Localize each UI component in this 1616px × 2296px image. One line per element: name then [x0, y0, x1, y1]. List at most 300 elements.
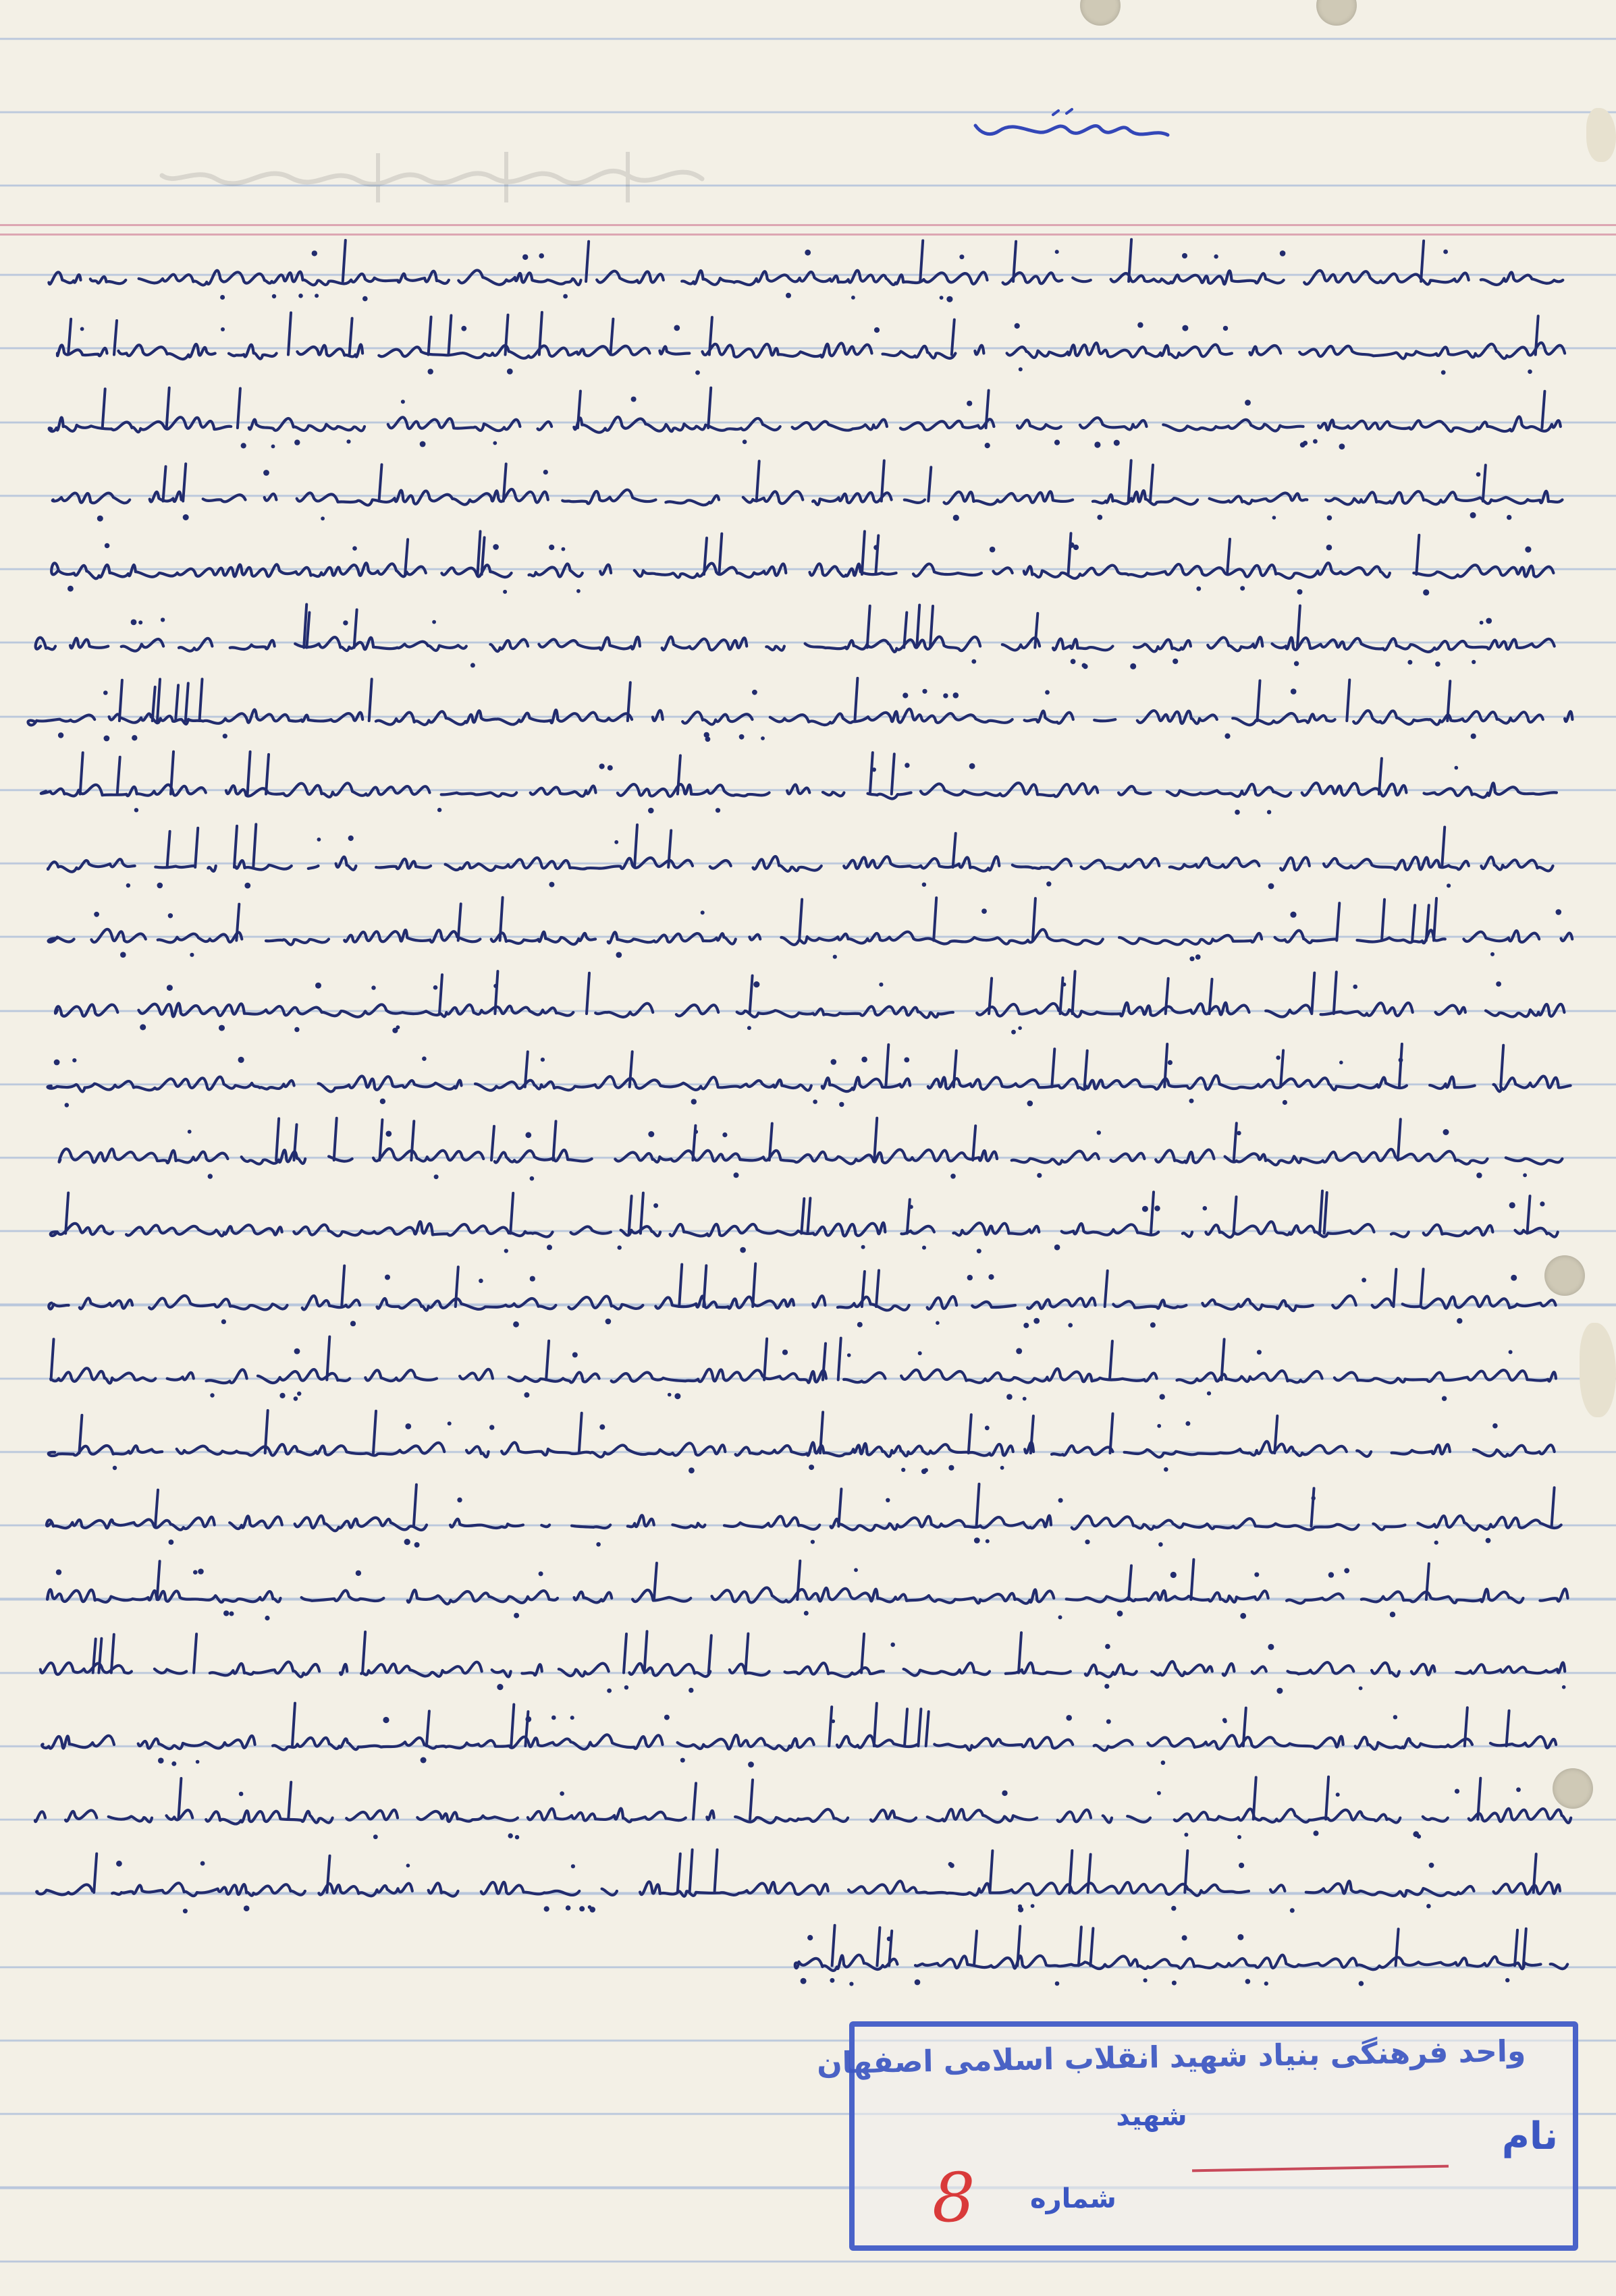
ink-stroke — [1069, 1851, 1072, 1892]
ink-dot — [1157, 1791, 1161, 1795]
ink-dot — [813, 1099, 817, 1104]
ink-dot — [1472, 660, 1476, 664]
ink-dot — [1006, 1394, 1013, 1400]
ink-dot — [1085, 1539, 1089, 1544]
handwritten-line — [51, 1368, 1556, 1383]
handwritten-line — [41, 783, 1557, 798]
ink-stroke — [429, 317, 431, 355]
ink-dot — [132, 735, 137, 740]
ink-dot — [1106, 1719, 1111, 1724]
ink-stroke — [1416, 535, 1419, 574]
ink-dot — [346, 439, 350, 443]
ink-dot — [921, 1469, 927, 1474]
ink-dot — [420, 441, 426, 447]
ink-dot — [356, 1570, 361, 1576]
ink-stroke — [1421, 1269, 1424, 1307]
ink-dot — [740, 1247, 746, 1253]
ink-stroke — [918, 1709, 921, 1746]
ink-stroke — [832, 1925, 835, 1966]
ink-stroke — [1052, 1049, 1054, 1087]
ink-dot — [847, 1353, 851, 1357]
ink-dot — [1082, 663, 1087, 668]
ink-dot — [196, 1760, 200, 1764]
ink-stroke — [334, 1118, 337, 1160]
ink-dot — [701, 910, 705, 914]
ink-stroke — [764, 1339, 767, 1380]
ink-dot — [401, 400, 405, 404]
ink-stroke — [708, 388, 711, 428]
ink-dot — [421, 1757, 427, 1764]
ink-dot — [208, 1174, 213, 1178]
ink-stroke — [745, 1634, 748, 1673]
ink-stroke — [200, 679, 203, 721]
ink-dot — [1442, 1396, 1447, 1401]
handwritten-line — [48, 856, 1553, 872]
ink-stroke — [973, 1126, 975, 1160]
ink-stroke — [119, 680, 122, 721]
ink-dot — [905, 763, 909, 767]
handwritten-line — [48, 1076, 1571, 1092]
ink-stroke — [693, 1126, 695, 1160]
ink-dot — [383, 1717, 389, 1723]
ink-stroke — [862, 1272, 865, 1307]
ink-dot — [241, 443, 246, 448]
ink-dot — [1018, 1027, 1022, 1031]
ink-dot — [1267, 810, 1271, 814]
ink-stroke — [178, 1778, 181, 1820]
ink-stroke — [1079, 1927, 1081, 1965]
ink-dot — [1054, 1245, 1060, 1251]
ink-dot — [571, 1864, 575, 1868]
ink-stroke — [1090, 1928, 1093, 1965]
ink-dot — [513, 1321, 519, 1328]
ink-dot — [406, 1863, 410, 1867]
ink-dot — [1016, 1348, 1022, 1354]
ink-dot — [990, 547, 996, 553]
ink-dot — [940, 296, 944, 300]
ink-dot — [674, 325, 680, 331]
stamp-subtitle: شهید — [1116, 2101, 1187, 2132]
ink-dot — [753, 981, 759, 987]
ink-dot — [1196, 586, 1201, 591]
ink-stroke — [1542, 391, 1544, 428]
ink-dot — [1224, 734, 1230, 739]
ink-dot — [167, 985, 173, 991]
ink-stroke — [236, 904, 239, 941]
ink-stroke — [411, 1121, 414, 1160]
ink-dot — [722, 1132, 727, 1137]
ink-stroke — [458, 904, 461, 940]
ink-dot — [404, 1539, 410, 1545]
ink-dot — [761, 736, 765, 740]
ink-dot — [1471, 734, 1476, 739]
ink-dot — [922, 883, 926, 887]
ink-dot — [1393, 1715, 1397, 1719]
ink-dot — [524, 1392, 529, 1398]
ink-stroke — [954, 1051, 957, 1087]
ink-stroke — [753, 1263, 755, 1307]
ink-dot — [804, 1611, 809, 1616]
ink-dot — [504, 1249, 508, 1253]
ink-dot — [238, 1057, 244, 1063]
ink-dot — [352, 546, 357, 551]
ink-dot — [161, 618, 165, 622]
ink-stroke — [610, 319, 613, 355]
ink-dot — [616, 952, 622, 958]
ink-dot — [1509, 1350, 1513, 1354]
ink-dot — [1143, 1978, 1148, 1982]
ink-stroke — [952, 320, 954, 355]
ink-stroke — [1150, 465, 1153, 501]
ink-stroke — [405, 539, 408, 574]
ink-dot — [1294, 661, 1299, 666]
ink-dot — [1457, 1318, 1462, 1323]
ink-stroke — [343, 240, 346, 281]
ink-stroke — [928, 467, 931, 501]
ink-dot — [221, 327, 225, 331]
ink-dot — [833, 955, 837, 959]
ink-dot — [1426, 1904, 1431, 1909]
ink-dot — [971, 659, 976, 664]
ink-dot — [1476, 1172, 1482, 1178]
ink-dot — [448, 1421, 452, 1425]
ink-dot — [922, 689, 927, 694]
ink-dot — [279, 1393, 285, 1398]
ink-dot — [244, 1905, 250, 1911]
ink-stroke — [1483, 465, 1486, 501]
ink-dot — [1254, 1573, 1259, 1577]
ink-dot — [113, 1466, 117, 1470]
ink-dot — [1161, 1761, 1166, 1766]
ink-stroke — [194, 1634, 196, 1672]
ink-stroke — [153, 687, 155, 721]
ink-dot — [1031, 1904, 1035, 1908]
ink-dot — [134, 808, 138, 812]
handwritten-line — [49, 929, 1573, 945]
ink-dot — [1015, 323, 1020, 329]
ink-stroke — [1129, 1566, 1131, 1600]
ink-dot — [312, 250, 317, 256]
ink-dot — [1239, 1863, 1244, 1868]
ink-stroke — [1528, 1196, 1530, 1233]
ink-stroke — [1324, 1193, 1327, 1234]
ink-dot — [1314, 1830, 1319, 1836]
ink-dot — [461, 326, 466, 331]
ink-dot — [405, 1423, 411, 1429]
ink-dot — [1272, 516, 1276, 520]
ink-stroke — [1552, 1487, 1555, 1526]
ink-dot — [541, 1058, 545, 1062]
ink-stroke — [1129, 460, 1131, 501]
ink-dot — [230, 1612, 234, 1616]
ink-dot — [348, 836, 354, 841]
handwritten-line — [28, 709, 1573, 726]
ink-stroke — [253, 824, 256, 867]
handwritten-line — [59, 1149, 1563, 1165]
ink-dot — [428, 368, 433, 374]
ink-dot — [508, 1833, 513, 1838]
ink-dot — [432, 620, 436, 624]
ink-stroke — [635, 825, 637, 867]
ink-stroke — [1151, 1192, 1154, 1233]
ink-dot — [605, 1319, 612, 1325]
ink-stroke — [369, 679, 372, 721]
ink-dot — [986, 1539, 990, 1543]
ink-dot — [1240, 586, 1245, 591]
ink-stroke — [905, 1709, 907, 1746]
ink-stroke — [578, 391, 581, 429]
ink-dot — [1058, 1615, 1062, 1619]
ink-dot — [1556, 909, 1562, 915]
ink-dot — [547, 1245, 552, 1250]
ink-dot — [1407, 660, 1412, 665]
handwritten-line — [41, 1662, 1565, 1677]
ink-dot — [343, 620, 348, 625]
ink-stroke — [1258, 681, 1260, 721]
ink-dot — [1328, 1572, 1334, 1577]
ink-dot — [1237, 1131, 1241, 1136]
ink-dot — [689, 1688, 693, 1693]
ink-dot — [530, 1276, 535, 1282]
ink-dot — [1423, 589, 1429, 595]
ink-stroke — [1312, 973, 1314, 1014]
ink-dot — [298, 294, 303, 298]
ink-stroke — [1234, 1123, 1237, 1160]
ink-dot — [1516, 1787, 1521, 1792]
ink-stroke — [1379, 759, 1382, 794]
ink-dot — [1492, 1423, 1498, 1429]
ink-stroke — [679, 1265, 682, 1307]
ink-dot — [470, 663, 475, 667]
handwritten-line — [51, 1222, 1558, 1237]
ink-dot — [704, 732, 709, 738]
ink-stroke — [750, 1780, 753, 1819]
ink-stroke — [907, 1199, 910, 1233]
ink-dot — [1000, 1466, 1004, 1470]
ink-dot — [294, 439, 300, 445]
ink-stroke — [1515, 1930, 1517, 1966]
ink-stroke — [478, 531, 481, 574]
ink-dot — [385, 1275, 390, 1280]
ink-dot — [1525, 547, 1531, 553]
ink-dot — [653, 1203, 658, 1208]
ink-dot — [1455, 766, 1459, 770]
ink-dot — [1290, 912, 1296, 918]
ink-stroke — [934, 898, 936, 940]
ink-dot — [315, 983, 321, 989]
ink-stroke — [171, 752, 173, 794]
ink-dot — [861, 1245, 865, 1249]
ink-dot — [315, 294, 319, 298]
ink-dot — [1068, 1323, 1073, 1328]
ink-dot — [1540, 1201, 1544, 1206]
ink-stroke — [654, 1563, 657, 1600]
ink-dot — [543, 470, 548, 474]
ink-dot — [1114, 440, 1120, 446]
ink-dot — [579, 1906, 585, 1911]
ink-dot — [65, 1103, 70, 1108]
ink-dot — [265, 1616, 269, 1620]
ink-dot — [879, 983, 883, 987]
ink-dot — [1327, 516, 1332, 521]
ink-stroke — [1191, 1560, 1193, 1600]
ink-stroke — [1166, 979, 1168, 1014]
ink-dot — [985, 443, 990, 448]
ink-dot — [72, 1058, 76, 1062]
ink-dot — [1054, 440, 1060, 445]
ink-dot — [68, 586, 74, 592]
ink-dot — [1476, 472, 1481, 477]
ink-dot — [1359, 1687, 1363, 1691]
ink-dot — [903, 692, 908, 698]
ink-dot — [1237, 1934, 1243, 1940]
ink-dot — [739, 734, 745, 740]
ink-stroke — [586, 242, 589, 281]
ink-dot — [969, 763, 975, 769]
ink-stroke — [1227, 539, 1230, 574]
ink-dot — [1291, 688, 1297, 694]
ink-stroke — [829, 1707, 832, 1746]
ink-stroke — [877, 1928, 880, 1965]
ink-dot — [422, 1056, 427, 1061]
handwritten-line — [35, 1809, 1571, 1824]
ink-dot — [169, 1539, 174, 1545]
ink-dot — [807, 1935, 813, 1940]
ink-stroke — [1234, 1197, 1237, 1233]
ink-dot — [493, 544, 499, 550]
ink-stroke — [1536, 316, 1538, 354]
handwritten-line — [49, 270, 1563, 285]
ink-stroke — [93, 1639, 96, 1672]
handwritten-line — [47, 1515, 1561, 1531]
ink-dot — [1339, 1061, 1343, 1065]
ink-dot — [549, 882, 554, 887]
ink-dot — [223, 734, 227, 738]
ink-stroke — [439, 975, 442, 1014]
ink-dot — [977, 1249, 981, 1253]
ink-dot — [831, 1059, 837, 1065]
ink-stroke — [930, 606, 933, 648]
ink-dot — [1097, 515, 1102, 520]
ink-stroke — [234, 826, 237, 867]
ink-stroke — [990, 1851, 992, 1892]
ink-dot — [493, 441, 497, 445]
ink-dot — [981, 908, 987, 914]
ink-stroke — [917, 605, 919, 648]
ink-stroke — [867, 606, 870, 648]
ink-dot — [190, 953, 194, 957]
ink-stroke — [266, 755, 269, 794]
ink-dot — [618, 1245, 622, 1249]
ink-stroke — [974, 1931, 977, 1965]
ink-dot — [1023, 1323, 1029, 1328]
ink-dot — [1507, 515, 1511, 520]
ink-dot — [193, 1570, 198, 1575]
ink-stroke — [362, 1632, 365, 1673]
ink-dot — [371, 985, 375, 989]
ink-stroke — [276, 1118, 279, 1160]
ink-stroke — [186, 683, 188, 721]
ink-dot — [576, 589, 581, 593]
ink-dot — [544, 1906, 549, 1911]
ink-stroke — [629, 1196, 632, 1233]
ink-dot — [1523, 1173, 1527, 1177]
ink-dot — [1046, 881, 1051, 886]
ink-dot — [953, 692, 959, 699]
ink-stroke — [510, 1193, 513, 1234]
ink-stroke — [838, 1489, 841, 1526]
ink-dot — [1137, 322, 1143, 327]
ink-dot — [1257, 1350, 1262, 1355]
ink-stroke — [327, 1856, 330, 1892]
ink-dot — [56, 1569, 61, 1575]
ink-stroke — [354, 609, 357, 647]
ink-dot — [434, 1174, 439, 1179]
ink-stroke — [1019, 1633, 1021, 1672]
ink-dot — [1189, 956, 1194, 961]
ink-stroke — [554, 1121, 556, 1160]
ink-dot — [668, 1393, 672, 1397]
ink-dot — [104, 736, 110, 742]
ink-dot — [1268, 1644, 1274, 1650]
ink-dot — [1037, 1173, 1042, 1178]
ink-stroke — [690, 1850, 693, 1892]
handwritten-line — [47, 1587, 1567, 1604]
ink-dot — [849, 1982, 853, 1986]
handwritten-line — [42, 1734, 1556, 1750]
ink-stroke — [807, 1198, 810, 1233]
ink-dot — [503, 590, 507, 594]
ink-dot — [674, 1393, 680, 1399]
ink-dot — [140, 1024, 146, 1031]
ink-dot — [317, 838, 321, 842]
ink-dot — [1434, 1541, 1438, 1545]
ink-stroke — [709, 1635, 711, 1672]
ink-dot — [272, 294, 276, 298]
ink-dot — [1214, 254, 1218, 258]
ink-dot — [716, 808, 720, 813]
ink-dot — [457, 1498, 462, 1502]
ink-dot — [263, 470, 269, 476]
ink-stroke — [103, 389, 105, 428]
ink-dot — [1505, 1978, 1509, 1982]
ink-dot — [890, 1643, 895, 1647]
ink-stroke — [1033, 898, 1035, 940]
ink-dot — [239, 1792, 244, 1797]
ink-dot — [782, 1350, 788, 1355]
ink-dot — [1011, 1030, 1016, 1035]
ink-stroke — [80, 753, 83, 794]
ink-dot — [786, 293, 791, 298]
ink-stroke — [1088, 1855, 1091, 1892]
ink-dot — [950, 1174, 956, 1179]
ink-dot — [414, 1542, 420, 1548]
ink-stroke — [427, 1711, 429, 1746]
ink-dot — [120, 952, 126, 958]
ink-stroke — [1421, 241, 1424, 281]
ink-dot — [221, 1319, 226, 1324]
ink-stroke — [114, 321, 117, 355]
ink-dot — [294, 1396, 298, 1401]
ink-dot — [589, 1907, 595, 1913]
ink-stroke — [630, 1051, 632, 1087]
ink-dot — [138, 620, 142, 624]
ink-dot — [1171, 1906, 1176, 1911]
ink-stroke — [456, 1267, 458, 1307]
stamp-name-underline — [1192, 2165, 1449, 2172]
ink-dot — [1447, 883, 1451, 887]
ink-dot — [1276, 1688, 1283, 1694]
